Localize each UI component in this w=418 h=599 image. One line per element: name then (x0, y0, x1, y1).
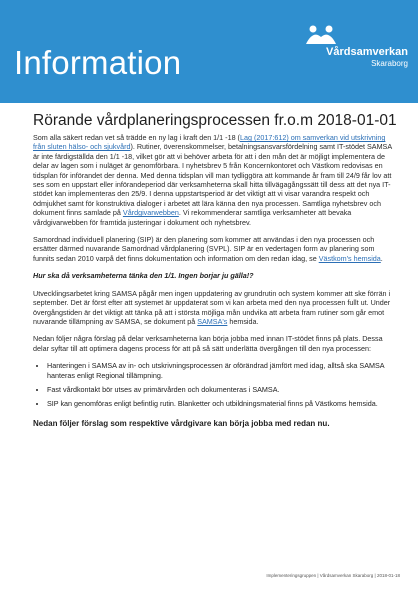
sip-paragraph (33, 235, 395, 263)
samsa-link[interactable]: SAMSA's (197, 316, 228, 326)
logo-sub: Skaraborg (371, 59, 408, 68)
regional-tillampning-link[interactable]: Regional tillämpning (96, 370, 161, 380)
suggestions-paragraph: Nedan följer några förslag på delar verksamheterna kan börja jobba med innan IT-stödet finns på plats. Dessa delar syftar till att optimera dagens process för att på så sätt underlätta övergången till den nya processen: (33, 334, 383, 353)
vastkoms-hemsida-link[interactable]: Västkoms hemsida (314, 399, 376, 409)
law-link[interactable]: Lag (2017:612) om samverkan vid utskrivning från sluten hälso- och sjukvård (33, 133, 386, 152)
intro-paragraph (33, 133, 395, 227)
vardgivarwebben-link[interactable]: Vårdgivarwebben (122, 208, 179, 218)
logo-name: Vårdsamverkan (326, 46, 408, 58)
page-title: Information (14, 44, 182, 81)
text-span: Utvecklingsarbetet kring SAMSA pågår men ingen uppdatering av grundrutin och system kommer att ske förrän i september. Det är först efter att systemet är uppdaterat som vi kan arbeta med den nya processen fullt ut. Under övergångstiden är det viktigt att tänka på att i största möjliga mån undvika att arbeta fram rutiner som går emot nuvarande tillämpning av SAMSA, se dokument på (33, 288, 391, 326)
text-span: SIP kan genomföras enligt befintlig rutin. Blanketter och utbildningsmaterial finns på (47, 399, 315, 409)
list-item: • Fast vårdkontakt bör utses av primärvården och dokumenteras i SAMSA. (47, 385, 395, 394)
document-title: Rörande vårdplaneringsprocessen fr.o.m 2018-01-01 (33, 112, 397, 129)
document-body (33, 112, 395, 428)
suggestions-list (33, 361, 395, 409)
list-item (47, 399, 395, 408)
header-band (0, 0, 418, 103)
vastkom-link[interactable]: Västkom's hemsida (318, 253, 381, 263)
text-span: hemsida. (227, 316, 259, 326)
text-span: Hanteringen i SAMSA av in- och utskrivningsprocessen är oförändrad jämfört med idag, alltså ska SAMSA hanteras enligt (47, 361, 385, 380)
text-span: Som alla säkert redan vet så trädde en ny lag i kraft den 1/1 -18 ( (33, 133, 240, 142)
text-span: Samordnad individuell planering (SIP) är den planering som kommer att användas i den nya processen och ersätter därmed nuvarande Samordnad vårdplanering (SVPL). SIP är en vedertagen form av planering som funnits sedan 2010 varpå det finns dokumentation och information om den redan idag, se (33, 235, 375, 263)
vardsamverkan-logo (288, 24, 412, 68)
list-item (47, 361, 395, 380)
footer-text: Implementeringsgruppen | Vårdsamverkan Skaraborg | 2018-01-18 (266, 573, 400, 578)
samsa-paragraph (33, 289, 395, 327)
people-icon (304, 24, 338, 44)
text-span: . (160, 370, 163, 380)
text-span: . (375, 399, 378, 409)
closing-line: Nedan följer förslag som respektive vårdgivare kan börja jobba med redan nu. (33, 418, 330, 428)
text-span: ). Rutiner, överenskommelser, betalningsansvarsfördelning samt IT-stödet SAMSA är inte färdigställda den 1/1 -18, vilket gör att vi behöver arbeta för att i den mån det är möjligt implementera de delar av lagen som i nuläget är genomförbara. I nyhetsbrev 5 från Koncernkontoret och Västkom redovisas en tidsplan för införandet der denna. Med denna tidsplan vill man tydliggöra att kommande år fram till 24/9 får lov att ses som en uppstart eller införandeperiod där verksamheterna skall hitta tillvägagångssätt till dess att det nya IT-stödet kan implementeras den 25/9. I denna uppstartsperiod är det viktigt att vi visar varandra respekt och ödmjukhet samt för konstruktiva dialoger i arbetet att lära känna den nya processen. Samtliga nyhetsbrev och dokument finns samlade på (33, 142, 392, 218)
text-span: . (380, 253, 383, 263)
text-span: . Vi rekommenderar samtliga verksamheter att bevaka vårdgivarwebben för framtida justeringar i dokument och nyhetsbrev. (33, 208, 352, 227)
question-heading: Hur ska då verksamheterna tänka den 1/1. Ingen borjar ju gälla!? (33, 271, 254, 281)
